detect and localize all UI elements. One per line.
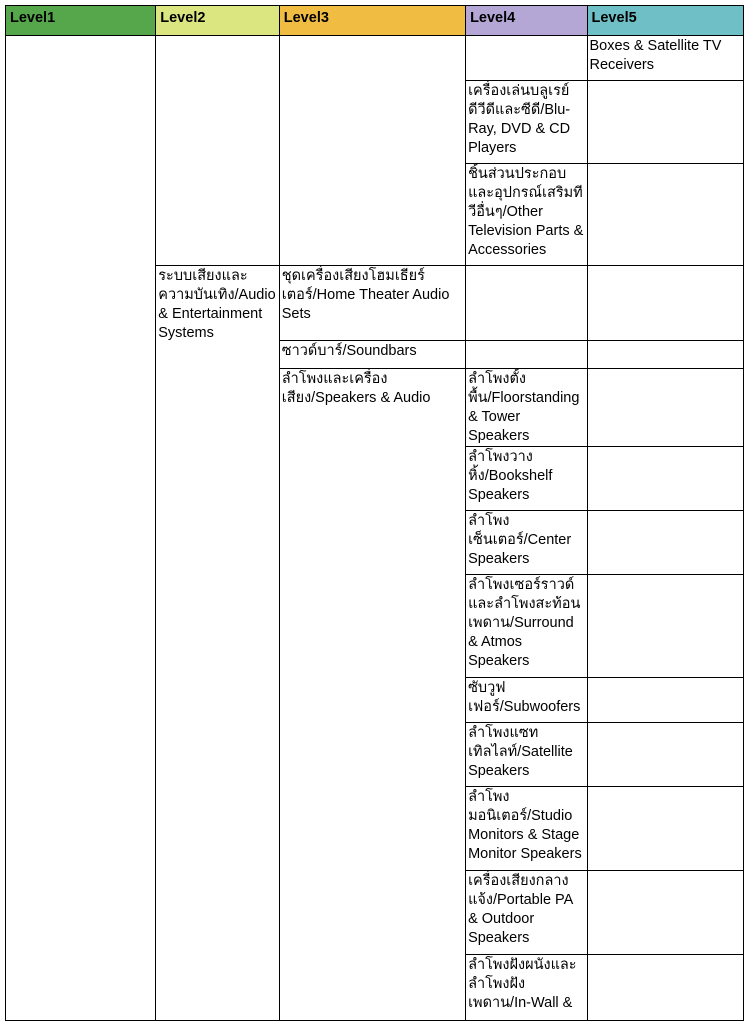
level5-cell[interactable] [587,723,743,787]
level4-cell[interactable]: ซับวูฟเฟอร์/Subwoofers [466,678,587,723]
level4-cell[interactable]: ลำโพงเซอร์ราวด์และลำโพงสะท้อนเพดาน/Surround & Atmos Speakers [466,575,587,678]
level2-cell[interactable] [156,36,280,266]
level3-cell[interactable]: ชุดเครื่องเสียงโฮมเธียร์เตอร์/Home Theater Audio Sets [279,266,465,341]
level4-cell[interactable] [466,36,587,81]
table-row [6,36,744,81]
level4-cell[interactable] [466,341,587,369]
level3-cell[interactable]: ซาวด์บาร์/Soundbars [279,341,465,369]
header-level1[interactable]: Level1 [6,6,156,36]
header-level3[interactable]: Level3 [279,6,465,36]
level5-cell[interactable] [587,341,743,369]
level4-cell[interactable]: ลำโพงมอนิเตอร์/Studio Monitors & Stage Monitor Speakers [466,787,587,871]
level4-cell[interactable]: ลำโพงแซทเทิลไลท์/Satellite Speakers [466,723,587,787]
level4-cell[interactable] [466,266,587,341]
level2-cell[interactable]: ระบบเสียงและความบันเทิง/Audio & Entertainment Systems [156,266,280,1021]
level5-cell[interactable] [587,575,743,678]
level4-cell[interactable]: ชิ้นส่วนประกอบและอุปกรณ์เสริมทีวีอื่นๆ/Other Television Parts & Accessories [466,164,587,266]
level5-cell[interactable] [587,678,743,723]
header-level4[interactable]: Level4 [466,6,587,36]
level5-cell[interactable] [587,81,743,164]
level4-cell[interactable]: เครื่องเล่นบลูเรย์ดีวีดีและซีดี/Blu-Ray, DVD & CD Players [466,81,587,164]
level4-cell[interactable]: ลำโพงตั้งพื้น/Floorstanding & Tower Speakers [466,369,587,447]
level5-cell[interactable] [587,164,743,266]
level1-cell[interactable] [6,36,156,1021]
level5-cell[interactable] [587,871,743,955]
header-level2[interactable]: Level2 [156,6,280,36]
category-table [5,5,744,1021]
level4-cell[interactable]: ลำโพงเซ็นเตอร์/Center Speakers [466,511,587,575]
level4-cell[interactable]: เครื่องเสียงกลางแจ้ง/Portable PA & Outdoor Speakers [466,871,587,955]
header-row [6,6,744,36]
level5-cell[interactable] [587,447,743,511]
level3-cell[interactable]: ลำโพงและเครื่องเสียง/Speakers & Audio [279,369,465,1021]
header-level5[interactable]: Level5 [587,6,743,36]
level5-cell[interactable] [587,266,743,341]
level3-cell[interactable] [279,36,465,266]
level5-cell[interactable] [587,369,743,447]
level5-cell[interactable] [587,955,743,1021]
level5-cell[interactable] [587,787,743,871]
level4-cell[interactable]: ลำโพงวางหิ้ง/Bookshelf Speakers [466,447,587,511]
level5-cell[interactable]: Boxes & Satellite TV Receivers [587,36,743,81]
level5-cell[interactable] [587,511,743,575]
level4-cell[interactable]: ลำโพงฝังผนังและลำโพงฝังเพดาน/In-Wall & [466,955,587,1021]
